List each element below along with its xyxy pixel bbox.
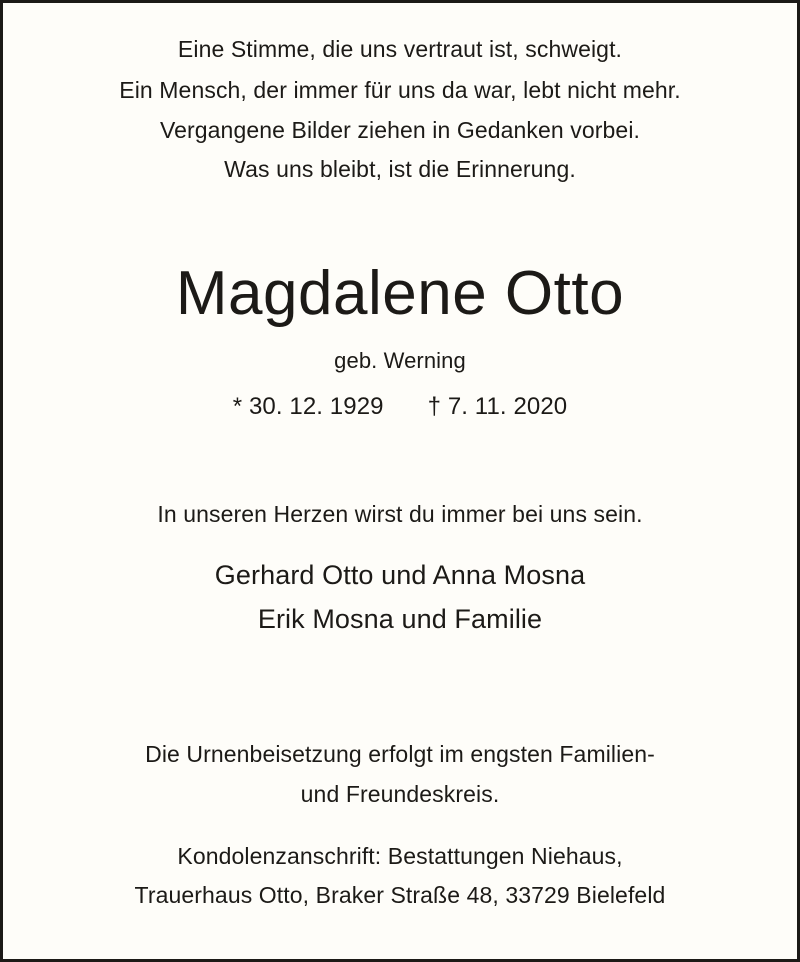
condolence-line-1: Kondolenzanschrift: Bestattungen Niehaus,	[177, 843, 623, 869]
life-dates	[3, 393, 797, 421]
funeral-note-line-2: und Freundeskreis.	[300, 781, 500, 807]
poem-line-1: Eine Stimme, die uns vertraut ist, schweigt.	[177, 36, 623, 62]
maiden-name: geb. Werning	[334, 348, 466, 373]
poem-line-3: Vergangene Bilder ziehen in Gedanken vorbei.	[159, 117, 641, 143]
poem-line-4: Was uns bleibt, ist die Erinnerung.	[224, 156, 576, 182]
birth-date: * 30. 12. 1929	[232, 393, 384, 420]
poem-line-2: Ein Mensch, der immer für uns da war, lebt nicht mehr.	[119, 77, 681, 103]
funeral-note-line-1: Die Urnenbeisetzung erfolgt im engsten Familien-	[145, 741, 655, 767]
condolence-line-2: Trauerhaus Otto, Braker Straße 48, 33729 Bielefeld	[134, 882, 666, 908]
motto: In unseren Herzen wirst du immer bei uns sein.	[157, 501, 643, 527]
death-date: † 7. 11. 2020	[427, 393, 568, 420]
deceased-name: Magdalene Otto	[175, 259, 625, 328]
mourner-line-2: Erik Mosna und Familie	[257, 604, 543, 634]
mourner-line-1: Gerhard Otto und Anna Mosna	[214, 560, 586, 590]
